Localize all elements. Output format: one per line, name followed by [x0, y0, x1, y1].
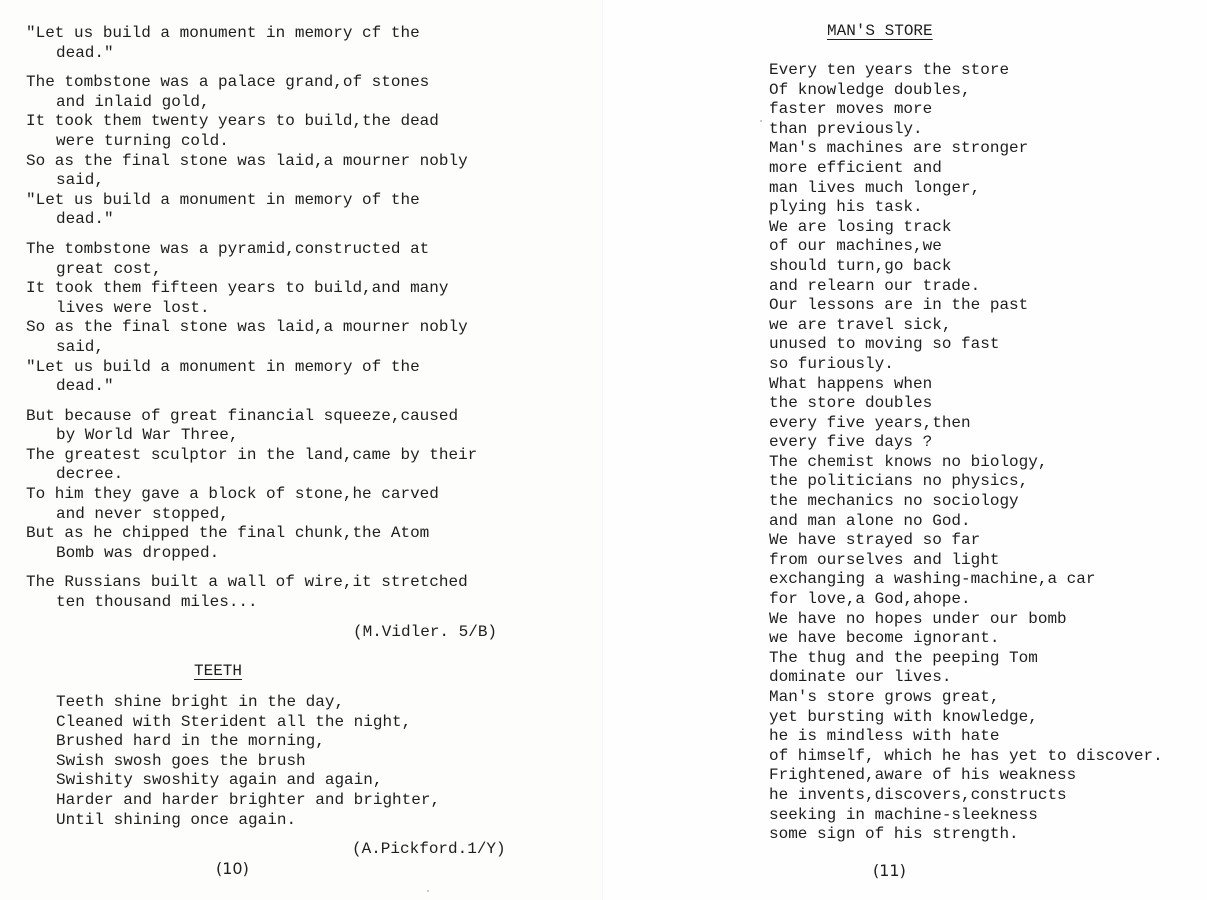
poem-line: every five years,then [769, 413, 971, 432]
page-number-left: (10) [216, 859, 249, 878]
left-page [0, 0, 603, 900]
poem-line: we are travel sick, [769, 315, 952, 334]
poem-line: lives were lost. [56, 298, 210, 317]
poem-line: from ourselves and light [769, 550, 1000, 569]
teeth-poem [56, 693, 440, 830]
poem-line: Brushed hard in the morning, [56, 732, 325, 751]
poem-line: The tombstone was a pyramid,constructed at [26, 239, 430, 258]
teeth-poem-title: TEETH [194, 662, 243, 680]
poem-line: Cleaned with Sterident all the night, [56, 712, 412, 731]
right-page [603, 0, 1207, 900]
mans-store-poem [769, 61, 1163, 845]
poem-line: Harder and harder brighter and brighter, [56, 790, 441, 809]
monument-poem [26, 24, 477, 613]
poem-line: The greatest sculptor in the land,came by their [26, 445, 478, 464]
poem-line: and never stopped, [56, 504, 229, 523]
stanza [26, 573, 477, 612]
poem-line: so furiously. [769, 354, 894, 373]
poem-line: So as the final stone was laid,a mourner nobly [26, 151, 468, 170]
monument-poem-credit: (M.Vidler. 5/B) [353, 623, 498, 641]
poem-line: Of knowledge doubles, [769, 80, 971, 99]
poem-line: said, [56, 171, 105, 190]
poem-line: of himself, which he has yet to discover. [769, 746, 1163, 765]
poem-line: were turning cold. [56, 131, 229, 150]
poem-line: Until shining once again. [56, 810, 297, 829]
poem-line: we have become ignorant. [769, 629, 1000, 648]
poem-line: We are losing track [769, 217, 952, 236]
poem-line: "Let us build a monument in memory of the [26, 357, 420, 376]
poem-line: great cost, [56, 259, 162, 278]
stanza [26, 73, 477, 230]
poem-line: It took them twenty years to build,the dead [26, 112, 439, 131]
poem-line: unused to moving so fast [769, 335, 1000, 354]
poem-line: "Let us build a monument in memory of the [26, 190, 420, 209]
poem-line: The thug and the peeping Tom [769, 648, 1038, 667]
poem-line: The tombstone was a palace grand,of stones [26, 73, 430, 92]
stanza [26, 240, 477, 397]
poem-line: the store doubles [769, 394, 933, 413]
poem-line: But because of great financial squeeze,caused [26, 406, 459, 425]
poem-line: exchanging a washing-machine,a car [769, 570, 1096, 589]
poem-line: yet bursting with knowledge, [769, 707, 1038, 726]
poem-line: the politicians no physics, [769, 472, 1029, 491]
poem-line: "Let us build a monument in memory cf the [26, 24, 420, 42]
mans-store-title: MAN'S STORE [827, 22, 933, 40]
poem-line: Swishity swoshity again and again, [56, 771, 383, 790]
poem-line: faster moves more [769, 100, 933, 119]
poem-line: dead." [56, 377, 114, 396]
poem-line: he invents,discovers,constructs [769, 785, 1067, 804]
poem-line: Bomb was dropped. [56, 543, 220, 562]
poem-line: Frightened,aware of his weakness [769, 766, 1077, 785]
poem-line: man lives much longer, [769, 178, 981, 197]
poem-line: some sign of his strength. [769, 825, 1019, 844]
poem-line: every five days ? [769, 433, 933, 452]
poem-line: But as he chipped the final chunk,the Atom [26, 524, 430, 543]
poem-line: Teeth shine bright in the day, [56, 693, 345, 711]
paper-speck [427, 890, 429, 892]
poem-line: dominate our lives. [769, 668, 952, 687]
poem-line: and relearn our trade. [769, 276, 981, 295]
poem-line: Man's machines are stronger [769, 139, 1029, 158]
poem-line: We have no hopes under our bomb [769, 609, 1067, 628]
poem-line: seeking in machine-sleekness [769, 805, 1038, 824]
poem-line: for love,a God,ahope. [769, 590, 971, 609]
poem-line: the mechanics no sociology [769, 492, 1019, 511]
page-number-right: (11) [873, 861, 906, 880]
poem-line: by World War Three, [56, 426, 239, 445]
poem-line: To him they gave a block of stone,he carved [26, 485, 439, 504]
poem-line: of our machines,we [769, 237, 942, 256]
poem-line: he is mindless with hate [769, 727, 1000, 746]
poem-line: plying his task. [769, 198, 923, 217]
paper-speck [760, 120, 762, 122]
poem-line: Every ten years the store [769, 61, 1010, 79]
poem-line: It took them fifteen years to build,and many [26, 279, 449, 298]
poem-line: What happens when [769, 374, 933, 393]
poem-line: ten thousand miles... [56, 593, 258, 612]
stanza [26, 24, 477, 63]
poem-line: decree. [56, 465, 124, 484]
poem-line: So as the final stone was laid,a mourner nobly [26, 318, 468, 337]
poem-line: said, [56, 337, 105, 356]
poem-line: more efficient and [769, 158, 942, 177]
teeth-poem-credit: (A.Pickford.1/Y) [352, 840, 506, 858]
poem-line: and man alone no God. [769, 511, 971, 530]
poem-line: We have strayed so far [769, 531, 981, 550]
poem-line: The chemist knows no biology, [769, 452, 1048, 471]
poem-line: Swish swosh goes the brush [56, 751, 306, 770]
poem-line: dead." [56, 210, 114, 229]
poem-line: than previously. [769, 119, 923, 138]
poem-line: and inlaid gold, [56, 92, 210, 111]
poem-line: should turn,go back [769, 256, 952, 275]
poem-line: The Russians built a wall of wire,it stretched [26, 573, 468, 592]
poem-line: Man's store grows great, [769, 688, 1000, 706]
poem-line: dead." [56, 43, 114, 62]
poem-line: Our lessons are in the past [769, 296, 1029, 315]
stanza [26, 407, 477, 564]
